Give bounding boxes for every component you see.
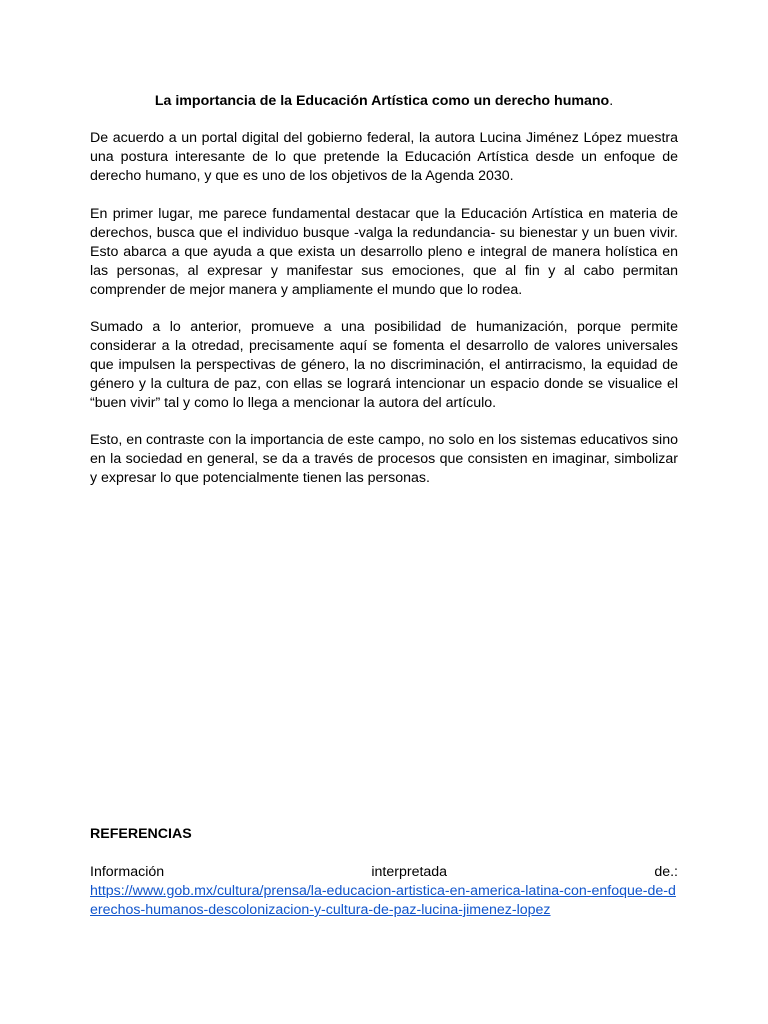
document-title-period: . xyxy=(609,93,614,109)
references-intro-word: de.: xyxy=(654,864,678,880)
paragraph-conclusion: Esto, en contraste con la importancia de este campo, no solo en los sistemas educativos sino en la sociedad en general, se da a través de procesos que consisten en imaginar, simbolizar y expresar lo que potencialmente tienen las personas. xyxy=(90,432,678,486)
document-page xyxy=(90,0,678,1024)
document-title xyxy=(90,92,678,111)
paragraph-humanization: Sumado a lo anterior, promueve a una posibilidad de humanización, porque permite considerar a la otredad, precisamente aquí se fomenta el desarrollo de valores universales que impulsen la perspectivas de género, la no discriminación, el antirracismo, la equidad de género y la cultura de paz, con ellas se logrará intencionar un espacio donde se visualice el “buen vivir” tal y como lo llega a mencionar la autora del artículo. xyxy=(90,319,678,411)
document-title-bold: La importancia de la Educación Artística como un derecho humano xyxy=(154,93,610,109)
references-heading: REFERENCIAS xyxy=(90,826,192,842)
paragraph-first-point: En primer lugar, me parece fundamental destacar que la Educación Artística en materia de derechos, busca que el individuo busque -valga la redundancia- su bienestar y un buen vivir. Esto abarca a que ayuda a que exista un desarrollo pleno e integral de manera holística en las personas, al expresar y manifestar sus emociones, que al fin y al cabo permitan comprender de mejor manera y ampliamente el mundo que lo rodea. xyxy=(90,206,678,298)
references-intro-word: interpretada xyxy=(371,864,448,880)
references-intro-word: Información xyxy=(90,864,165,880)
references-intro xyxy=(90,863,678,882)
paragraph-intro: De acuerdo a un portal digital del gobierno federal, la autora Lucina Jiménez López muestra una postura interesante de lo que pretende la Educación Artística desde un enfoque de derecho humano, y que es uno de los objetivos de la Agenda 2030. xyxy=(90,130,678,184)
reference-link[interactable]: https://www.gob.mx/cultura/prensa/la-educacion-artistica-en-america-latina-con-enfoque-de-derechos-humanos-descolonizacion-y-cultura-de-paz-lucina-jimenez-lopez xyxy=(90,883,676,918)
